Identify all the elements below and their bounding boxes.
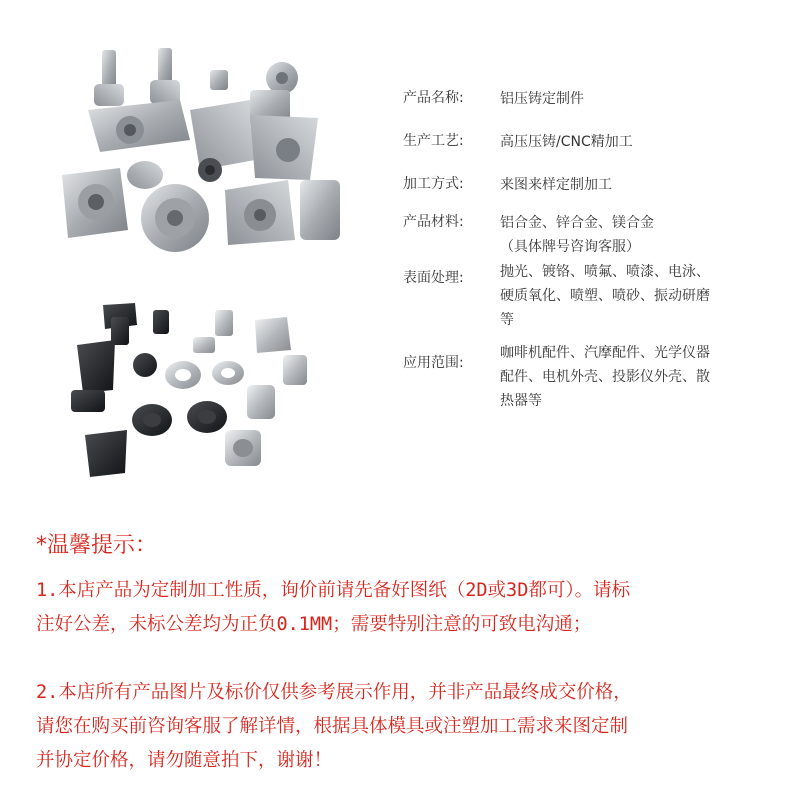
spec-label: 表面处理: [403,270,464,286]
spec-label: 产品名称: [403,90,464,106]
spec-value-line: 等 [500,312,514,328]
spec-value-line: （具体牌号咨询客服） [500,239,640,255]
notice-line: 请您在购买前咨询客服了解详情，根据具体模具或注塑加工需求来图定制 [36,716,629,737]
spec-value [500,341,750,413]
die-cast-aluminum-parts-photo [50,40,350,255]
spec-value-line: 配件、电机外壳、投影仪外壳、散 [500,369,710,385]
spec-label: 产品材料: [403,214,464,230]
spec-value [500,211,750,259]
spec-label: 应用范围: [403,355,464,371]
notice-line: 2.本店所有产品图片及标价仅供参考展示作用，并非产品最终成交价格， [36,682,632,703]
spec-value [500,173,750,197]
notice-title: *温馨提示： [36,533,158,558]
spec-value [500,260,750,332]
notice-line: 注好公差，未标公差均为正负0.1MM；需要特别注意的可致电沟通； [36,614,592,635]
spec-label: 生产工艺: [403,133,464,149]
spec-value-line: 抛光、镀铬、喷氟、喷漆、电泳、 [500,264,710,280]
spec-value-line: 高压压铸/CNC精加工 [500,134,633,150]
notice-line: 1.本店产品为定制加工性质，询价前请先备好图纸（2D或3D都可）。请标 [36,580,631,601]
spec-value-line: 咖啡机配件、汽摩配件、光学仪器 [500,345,710,361]
spec-label: 加工方式: [403,176,464,192]
spec-value [500,87,750,111]
notice-line: 并协定价格，请勿随意拍下，谢谢！ [36,750,333,771]
spec-value-line: 铝合金、锌合金、镁合金 [500,215,654,231]
notice-item-2 [36,676,766,778]
spec-value-line: 来图来样定制加工 [500,177,612,193]
spec-value-line: 热器等 [500,393,542,409]
machined-parts-photo [65,295,325,480]
notice-item-1 [36,574,766,642]
spec-value-line: 铝压铸定制件 [500,91,584,107]
spec-value [500,130,750,154]
spec-value-line: 硬质氧化、喷塑、喷砂、振动研磨 [500,288,710,304]
